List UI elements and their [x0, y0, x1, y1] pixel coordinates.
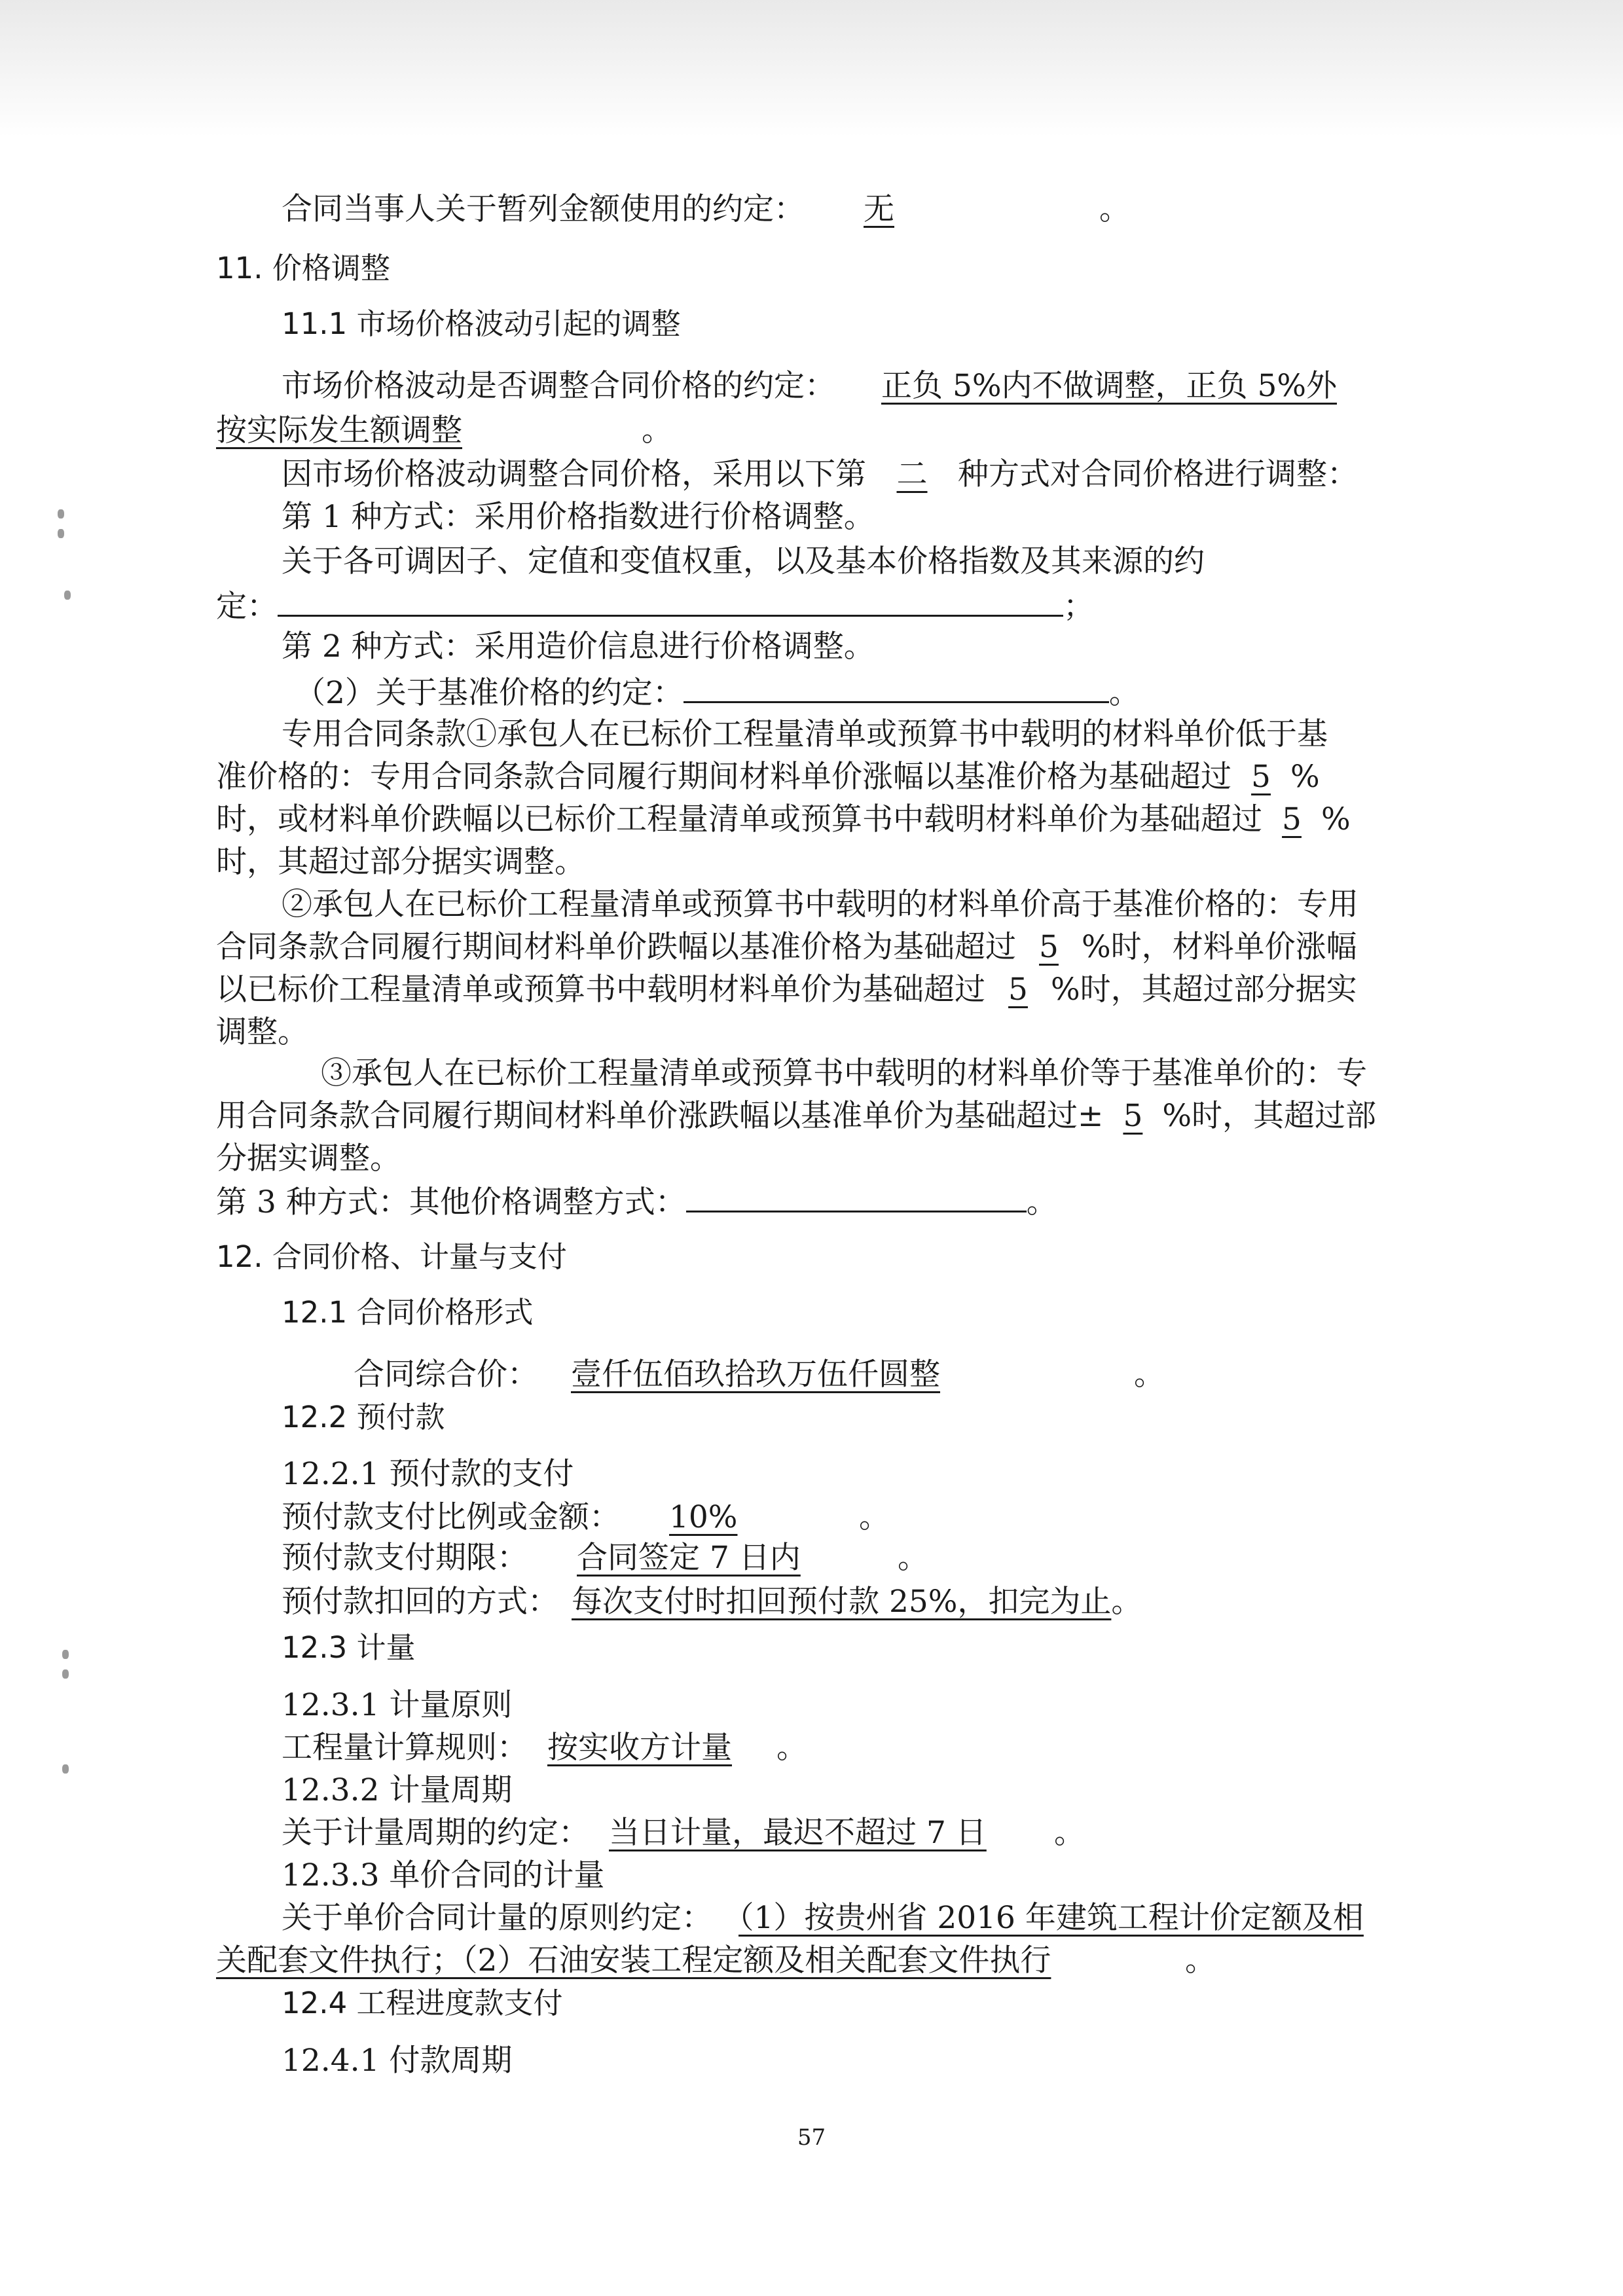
line-clause-2-d: 调整。 — [216, 1014, 308, 1050]
line-method-3 — [216, 1180, 1057, 1222]
heading-12-3-2: 12.3.2 计量周期 — [282, 1772, 513, 1808]
line-market-adjust — [282, 367, 1337, 406]
line-contract-price — [354, 1355, 1165, 1394]
heading-12-3-1: 12.3.1 计量原则 — [282, 1687, 513, 1723]
punct: 。 — [1054, 1815, 1085, 1851]
line-clause-3-c: 分据实调整。 — [216, 1140, 401, 1176]
line-market-adjust-cont — [216, 411, 672, 450]
filled-value: 合同签定 7 日内 — [577, 1540, 801, 1576]
line-method-2: 第 2 种方式：采用造价信息进行价格调整。 — [282, 629, 875, 665]
filled-value: 按实际发生额调整 — [216, 412, 462, 448]
blank-field — [686, 1180, 1027, 1212]
blank-field — [684, 671, 1109, 703]
label-text: 以已标价工程量清单或预算书中载明材料单价为基础超过 — [216, 972, 985, 1008]
line-method-choice — [282, 455, 1358, 494]
filled-value: 10% — [669, 1499, 738, 1535]
line-provisional-sum — [282, 190, 1130, 229]
heading-11-1: 11.1 市场价格波动引起的调整 — [282, 306, 681, 341]
heading-12: 12. 合同价格、计量与支付 — [216, 1239, 567, 1274]
heading-12-4: 12.4 工程进度款支付 — [282, 1986, 563, 2020]
heading-12-3-3: 12.3.3 单价合同的计量 — [282, 1857, 605, 1893]
label-text: %时，其超过部 — [1162, 1098, 1377, 1134]
line-clause-2-c — [216, 970, 1357, 1010]
label-text: 种方式对合同价格进行调整： — [958, 456, 1358, 492]
label-text: 定： — [216, 589, 278, 625]
filled-value: 正负 5%内不做调整，正负 5%外 — [881, 368, 1338, 404]
heading-12-1: 12.1 合同价格形式 — [282, 1295, 534, 1330]
punct: 。 — [642, 412, 672, 448]
label-text: 预付款扣回的方式： — [282, 1584, 558, 1620]
label-text: 合同当事人关于暂列金额使用的约定： — [282, 191, 805, 227]
label-text: 预付款支付期限： — [282, 1540, 528, 1576]
line-unit-price-measure — [282, 1899, 1364, 1938]
label-text: %时，材料单价涨幅 — [1082, 929, 1357, 965]
label-text: 因市场价格波动调整合同价格，采用以下第 — [282, 456, 866, 492]
line-clause-2: ②承包人在已标价工程量清单或预算书中载明的材料单价高于基准价格的：专用 — [282, 886, 1359, 922]
heading-12-2: 12.2 预付款 — [282, 1400, 445, 1434]
filled-value: （1）按贵州省 2016 年建筑工程计价定额及相 — [739, 1900, 1364, 1936]
line-base-price — [295, 671, 1140, 713]
label-text: 合同综合价： — [354, 1357, 538, 1393]
line-measure-period — [282, 1813, 1085, 1853]
label-text: % — [1290, 759, 1320, 795]
label-text: %时，其超过部分据实 — [1051, 972, 1357, 1008]
line-clause-3-b — [216, 1097, 1376, 1136]
line-prepay-term — [282, 1539, 928, 1578]
filled-value: 按实收方计量 — [547, 1730, 732, 1766]
filled-value: 关配套文件执行；（2）石油安装工程定额及相关配套文件执行 — [216, 1942, 1051, 1978]
line-prepay-ratio — [282, 1498, 890, 1537]
line-clause-2-b — [216, 928, 1357, 967]
label-text: 工程量计算规则： — [282, 1730, 528, 1766]
heading-12-4-1: 12.4.1 付款周期 — [282, 2043, 513, 2079]
line-clause-3: ③承包人在已标价工程量清单或预算书中载明的材料单价等于基准单价的：专 — [321, 1055, 1367, 1091]
filled-value: 5 — [1008, 972, 1028, 1008]
punct: 。 — [859, 1499, 890, 1535]
punct: 。 — [1108, 675, 1140, 711]
heading-12-3: 12.3 计量 — [282, 1630, 416, 1665]
line-clause-1-b — [216, 757, 1320, 797]
scan-speck — [62, 1669, 69, 1679]
line-method-1: 第 1 种方式：采用价格指数进行价格调整。 — [282, 499, 875, 535]
label-text: 准价格的：专用合同条款合同履行期间材料单价涨幅以基准价格为基础超过 — [216, 759, 1231, 795]
punct: 。 — [776, 1730, 807, 1766]
filled-value: 每次支付时扣回预付款 25%，扣完为止 — [572, 1584, 1112, 1620]
scan-background — [0, 0, 1623, 137]
filled-value: 二 — [896, 456, 928, 492]
scan-speck — [62, 1650, 69, 1659]
line-factors-blank — [216, 585, 1094, 627]
label-text: 关于单价合同计量的原则约定： — [282, 1900, 712, 1936]
label-text: % — [1321, 801, 1351, 837]
filled-value: 当日计量，最迟不超过 7 日 — [609, 1815, 987, 1851]
punct: 。 — [1111, 1584, 1142, 1620]
label-text: 市场价格波动是否调整合同价格的约定： — [282, 368, 835, 404]
line-clause-1: 专用合同条款①承包人在已标价工程量清单或预算书中载明的材料单价低于基 — [282, 716, 1328, 752]
label-text: 时，或材料单价跌幅以已标价工程量清单或预算书中载明材料单价为基础超过 — [216, 801, 1262, 837]
label-text: 关于计量周期的约定： — [282, 1815, 589, 1851]
line-clause-1-d: 时，其超过部分据实调整。 — [216, 844, 585, 880]
punct: 。 — [1026, 1184, 1057, 1220]
scan-speck — [58, 529, 64, 538]
scan-speck — [62, 1764, 69, 1774]
page-number: 57 — [797, 2124, 826, 2151]
line-factors: 关于各可调因子、定值和变值权重，以及基本价格指数及其来源的约 — [282, 543, 1205, 579]
heading-11: 11. 价格调整 — [216, 251, 390, 285]
line-clause-1-c — [216, 800, 1351, 839]
scan-speck — [58, 509, 64, 519]
filled-value: 5 — [1251, 759, 1271, 795]
filled-value: 壹仟伍佰玖拾玖万伍仟圆整 — [571, 1357, 940, 1393]
blank-field — [278, 585, 1063, 617]
heading-12-2-1: 12.2.1 预付款的支付 — [282, 1456, 574, 1492]
filled-value: 无 — [864, 191, 894, 227]
punct: 。 — [1099, 191, 1130, 227]
punct: 。 — [1185, 1942, 1216, 1978]
filled-value: 5 — [1123, 1098, 1143, 1134]
label-text: 用合同条款合同履行期间材料单价涨跌幅以基准单价为基础超过± — [216, 1098, 1104, 1134]
punct: ； — [1063, 589, 1094, 625]
label-text: 第 3 种方式：其他价格调整方式： — [216, 1184, 686, 1220]
label-text: 合同条款合同履行期间材料单价跌幅以基准价格为基础超过 — [216, 929, 1016, 965]
label-text: 预付款支付比例或金额： — [282, 1499, 620, 1535]
line-measure-rule — [282, 1728, 807, 1768]
label-text: （2）关于基准价格的约定： — [295, 675, 684, 711]
punct: 。 — [1134, 1357, 1165, 1393]
scan-speck — [64, 591, 71, 600]
line-prepay-deduct — [282, 1582, 1142, 1622]
punct: 。 — [898, 1540, 928, 1576]
filled-value: 5 — [1039, 929, 1059, 965]
line-unit-price-measure-cont — [216, 1941, 1216, 1980]
filled-value: 5 — [1282, 801, 1302, 837]
